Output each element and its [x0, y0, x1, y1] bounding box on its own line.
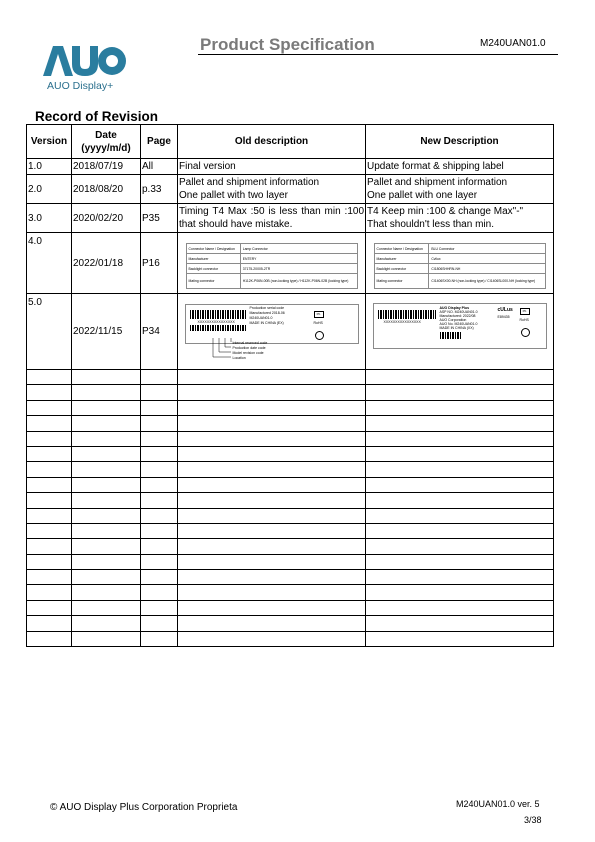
empty-cell — [72, 400, 141, 415]
label-line: M240UAN01.0 — [249, 315, 273, 320]
empty-cell — [141, 400, 178, 415]
empty-cell — [27, 477, 72, 492]
empty-cell — [72, 416, 141, 431]
empty-cell — [178, 554, 366, 569]
empty-cell — [72, 508, 141, 523]
empty-cell — [178, 570, 366, 585]
empty-cell — [27, 600, 72, 615]
old-description-line: that should have mistake. — [179, 219, 293, 230]
empty-cell — [72, 446, 141, 461]
empty-cell — [141, 508, 178, 523]
empty-cell — [27, 539, 72, 554]
empty-cell — [178, 616, 366, 631]
footer-version: M240UAN01.0 ver. 5 — [456, 799, 540, 809]
callout-label: Internal reserved code — [232, 340, 268, 345]
empty-cell — [178, 477, 366, 492]
thumb-cell: Lamp Connector — [240, 244, 357, 254]
empty-cell — [178, 539, 366, 554]
table-row-empty — [27, 431, 554, 446]
empty-cell — [141, 616, 178, 631]
old-description-cell — [178, 175, 366, 204]
new-description-line: One pallet with one layer — [367, 190, 478, 201]
page-cell: p.33 — [141, 175, 178, 204]
barcode — [190, 310, 246, 319]
date-cell: 2020/02/20 — [72, 204, 141, 233]
old-description-cell — [178, 204, 366, 233]
page-cell: All — [141, 159, 178, 175]
table-header-row — [27, 125, 554, 159]
thumb-cell: Manufacturer — [186, 254, 240, 264]
table-row-empty — [27, 400, 554, 415]
empty-cell — [27, 616, 72, 631]
label-line: Manufactured 2018-06 — [249, 310, 285, 315]
old-description-cell — [178, 233, 366, 294]
column-header-old-description: Old description — [178, 125, 366, 159]
empty-cell — [178, 493, 366, 508]
thumb-cell: 37175-20005-2TR — [240, 264, 357, 274]
empty-cell — [366, 523, 554, 538]
empty-cell — [141, 477, 178, 492]
new-description-cell — [366, 204, 554, 233]
empty-cell — [27, 523, 72, 538]
version-cell: 1.0 — [27, 159, 72, 175]
column-header-new-description: New Description — [366, 125, 554, 159]
new-description-line: T4 Keep min :100 & change Max"-" — [367, 206, 524, 217]
thumb-cell: Backlight connector — [374, 264, 429, 274]
empty-cell — [366, 508, 554, 523]
empty-cell — [27, 570, 72, 585]
empty-cell — [178, 600, 366, 615]
version-cell: 5.0 — [27, 294, 72, 370]
new-description-cell — [366, 175, 554, 204]
empty-cell — [141, 570, 178, 585]
ul-mark: cULus — [497, 306, 513, 313]
empty-cell — [27, 431, 72, 446]
thumb-cell: Connector Name / Designation — [374, 244, 429, 254]
empty-cell — [141, 370, 178, 385]
old-description-line: Timing T4 Max :50 is less than min :100 — [179, 206, 364, 217]
rohs-mark: RoHS — [519, 317, 529, 322]
old-description-line: Pallet and shipment information — [179, 177, 320, 188]
table-row — [27, 175, 554, 204]
new-description-cell — [366, 233, 554, 294]
empty-cell — [141, 462, 178, 477]
label-line: AUO No. M240UAN01.0 — [439, 321, 478, 326]
table-row — [27, 294, 554, 370]
empty-cell — [72, 554, 141, 569]
empty-cell — [366, 585, 554, 600]
footer-page-number: 3/38 — [524, 815, 542, 825]
empty-cell — [178, 523, 366, 538]
empty-cell — [141, 631, 178, 646]
empty-cell — [72, 585, 141, 600]
pb-mark: Pb — [314, 311, 324, 318]
recycle-icon — [315, 331, 324, 340]
table-row-empty — [27, 385, 554, 400]
table-row-empty — [27, 370, 554, 385]
empty-cell — [178, 508, 366, 523]
column-header-date-line1: Date — [95, 129, 117, 141]
thumb-cell: CI1806SHHRN-NH — [429, 264, 545, 274]
old-connector-table-image — [186, 243, 358, 289]
empty-cell — [72, 631, 141, 646]
callout-label: Model revision code — [232, 350, 264, 355]
label-line: Production serial code — [249, 305, 285, 310]
thumb-cell: Manufacturer — [374, 254, 429, 264]
thumb-cell: ENTERY — [240, 254, 357, 264]
old-description-cell — [178, 159, 366, 175]
page-cell: P35 — [141, 204, 178, 233]
empty-cell — [178, 400, 366, 415]
version-cell: 4.0 — [27, 233, 72, 294]
empty-cell — [366, 554, 554, 569]
empty-cell — [72, 616, 141, 631]
empty-cell — [141, 554, 178, 569]
rohs-mark: RoHS — [313, 320, 323, 325]
barcode-text: XXXXXXXXXXXXXXXX — [383, 319, 421, 324]
empty-cell — [178, 385, 366, 400]
empty-cell — [72, 570, 141, 585]
empty-cell — [178, 462, 366, 477]
empty-cell — [178, 446, 366, 461]
thumb-cell: Connector Name / Designation — [186, 244, 240, 254]
table-row-empty — [27, 554, 554, 569]
section-title: Record of Revision — [35, 109, 159, 124]
empty-cell — [366, 493, 554, 508]
empty-cell — [366, 370, 554, 385]
old-shipping-label-image — [185, 304, 359, 364]
recycle-icon — [521, 328, 530, 337]
table-row — [27, 159, 554, 175]
document-title: Product Specification — [200, 35, 375, 54]
date-cell: 2022/11/15 — [72, 294, 141, 370]
empty-cell — [27, 462, 72, 477]
table-row-empty — [27, 616, 554, 631]
page-cell: P34 — [141, 294, 178, 370]
table-row-empty — [27, 585, 554, 600]
table-row-empty — [27, 446, 554, 461]
barcode — [440, 332, 462, 339]
empty-cell — [72, 477, 141, 492]
empty-cell — [27, 508, 72, 523]
table-row-empty — [27, 631, 554, 646]
empty-cell — [27, 554, 72, 569]
empty-cell — [141, 600, 178, 615]
empty-cell — [141, 585, 178, 600]
new-description-line: Pallet and shipment information — [367, 177, 508, 188]
callout-label: Production date code — [232, 345, 266, 350]
new-description-line: Update format & shipping label — [367, 161, 504, 172]
barcode — [378, 310, 436, 319]
empty-cell — [366, 477, 554, 492]
empty-cell — [178, 585, 366, 600]
empty-cell — [366, 631, 554, 646]
column-header-page: Page — [141, 125, 178, 159]
table-row — [27, 204, 554, 233]
label-line: ASP NO. M240UAN01.0 — [439, 309, 478, 314]
table-row-empty — [27, 416, 554, 431]
new-description-cell — [366, 159, 554, 175]
table-row — [27, 233, 554, 294]
callout-label: Location — [232, 355, 246, 360]
empty-cell — [72, 493, 141, 508]
pb-mark: Pb — [520, 308, 530, 315]
empty-cell — [141, 493, 178, 508]
header-divider — [198, 54, 558, 55]
table-row-empty — [27, 508, 554, 523]
table-row-empty — [27, 523, 554, 538]
empty-cell — [72, 539, 141, 554]
old-description-line: Final version — [179, 161, 236, 172]
empty-cell — [366, 400, 554, 415]
empty-cell — [72, 385, 141, 400]
empty-cell — [27, 370, 72, 385]
empty-cell — [27, 493, 72, 508]
new-description-line: That shouldn't less than min. — [367, 219, 494, 230]
empty-cell — [178, 416, 366, 431]
column-header-date — [72, 125, 141, 159]
thumb-cell: BLU Connector — [429, 244, 545, 254]
empty-cell — [366, 385, 554, 400]
logo-subtitle: AUO Display+ — [47, 80, 114, 92]
label-line: MADE IN CHINA (XX) — [439, 325, 474, 330]
empty-cell — [141, 523, 178, 538]
empty-cell — [178, 631, 366, 646]
model-number: M240UAN01.0 — [480, 38, 546, 49]
empty-cell — [366, 600, 554, 615]
column-header-date-line2: (yyyy/m/d) — [81, 142, 131, 154]
empty-cell — [27, 416, 72, 431]
thumb-cell: Backlight connector — [186, 264, 240, 274]
thumb-cell: Cvilux — [429, 254, 545, 264]
thumb-cell: Mating connector — [374, 274, 429, 289]
table-row-empty — [27, 477, 554, 492]
empty-cell — [366, 416, 554, 431]
empty-cell — [366, 462, 554, 477]
empty-cell — [72, 431, 141, 446]
table-row-empty — [27, 570, 554, 585]
empty-cell — [141, 539, 178, 554]
date-cell: 2018/08/20 — [72, 175, 141, 204]
new-connector-table-image — [374, 243, 546, 289]
table-row-empty — [27, 462, 554, 477]
version-cell: 2.0 — [27, 175, 72, 204]
empty-cell — [366, 431, 554, 446]
new-shipping-label-image — [373, 303, 547, 363]
revision-table — [26, 124, 554, 647]
empty-cell — [141, 431, 178, 446]
barcode-text: XXXXXXXXXXXXXXXX — [197, 319, 235, 324]
thumb-cell: CI1406SX00-NH (non-locking type) / CI1406SL000-NH (locking type) — [429, 274, 545, 289]
empty-cell — [27, 385, 72, 400]
empty-cell — [27, 446, 72, 461]
column-header-version: Version — [27, 125, 72, 159]
label-line: Manufactured: 2022/08 — [439, 313, 476, 318]
label-line: AUO Display Plus — [439, 305, 470, 310]
page-cell: P16 — [141, 233, 178, 294]
empty-cell — [72, 370, 141, 385]
empty-cell — [366, 539, 554, 554]
empty-cell — [141, 385, 178, 400]
label-line: MADE IN CHINA (EX) — [249, 320, 284, 325]
empty-cell — [366, 446, 554, 461]
new-label-box — [373, 303, 547, 349]
empty-cell — [141, 416, 178, 431]
empty-cell — [366, 616, 554, 631]
empty-cell — [27, 631, 72, 646]
table-row-empty — [27, 539, 554, 554]
thumb-cell: H112K-P06N-00B (non-locking type) / H112K-P06N-02B (locking type) — [240, 274, 357, 289]
empty-cell — [72, 523, 141, 538]
old-description-line: One pallet with two layer — [179, 190, 288, 201]
empty-cell — [72, 462, 141, 477]
empty-cell — [178, 370, 366, 385]
ul-file-number: E89435 — [497, 314, 510, 319]
label-line: AUO Corporation — [439, 317, 467, 322]
date-cell: 2022/01/18 — [72, 233, 141, 294]
version-cell: 3.0 — [27, 204, 72, 233]
old-description-cell — [178, 294, 366, 370]
empty-cell — [178, 431, 366, 446]
empty-cell — [366, 570, 554, 585]
empty-cell — [27, 400, 72, 415]
new-description-cell — [366, 294, 554, 370]
thumb-cell: Mating connector — [186, 274, 240, 289]
empty-cell — [72, 600, 141, 615]
footer-copyright: © AUO Display Plus Corporation Proprieta — [50, 802, 238, 813]
barcode — [190, 325, 246, 331]
empty-cell — [141, 446, 178, 461]
table-row-empty — [27, 493, 554, 508]
table-row-empty — [27, 600, 554, 615]
date-cell: 2018/07/19 — [72, 159, 141, 175]
empty-cell — [27, 585, 72, 600]
auo-logo-icon — [41, 42, 127, 82]
